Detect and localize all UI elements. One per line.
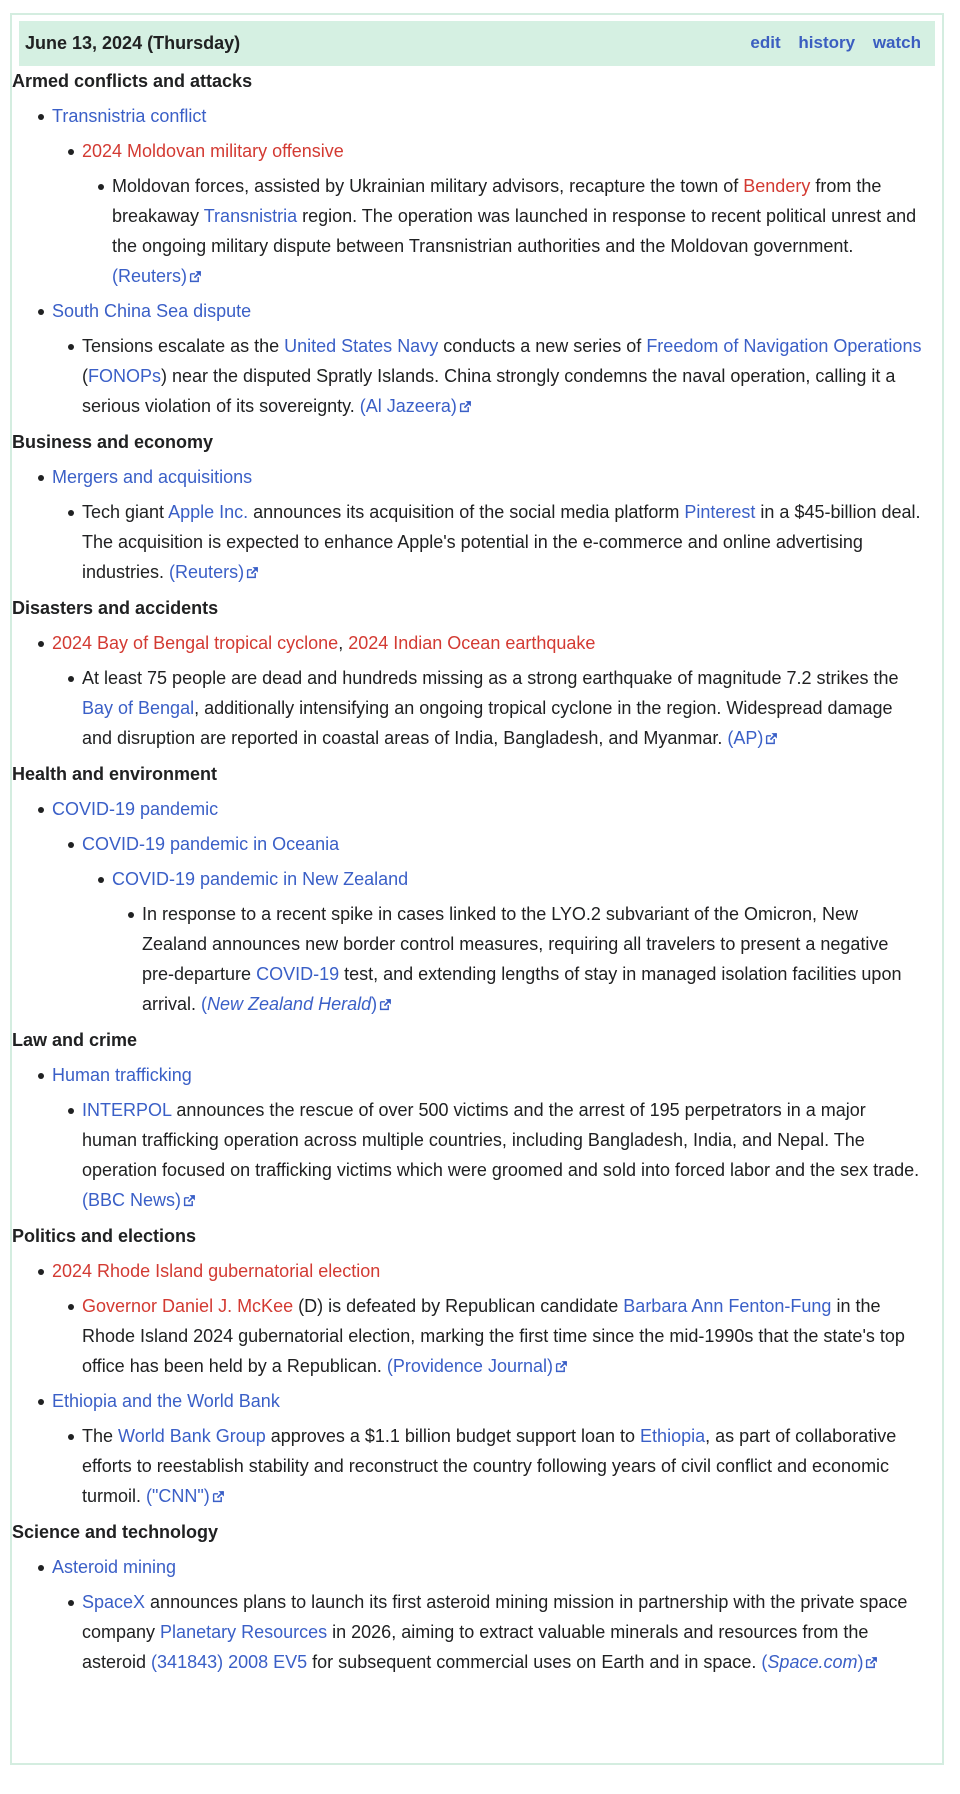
list-item	[12, 829, 922, 859]
source-link[interactable]	[360, 396, 472, 416]
news-text: announces its acquisition of the social media platform	[248, 502, 685, 522]
inline-link[interactable]: COVID-19	[256, 964, 340, 984]
news-text: region. The operation was launched in response to recent political unrest and the ongoing military dispute between Transnistrian authorities and the Moldovan government.	[112, 206, 917, 256]
source-link[interactable]	[201, 994, 392, 1014]
inline-link[interactable]: INTERPOL	[82, 1100, 172, 1120]
source-label: (Reuters)	[169, 562, 245, 582]
news-text: , additionally intensifying an ongoing tropical cyclone in the region. Widespread damage and disruption are reported in coastal areas of India, Bangladesh, and Myanmar.	[82, 698, 893, 748]
topic-link[interactable]: COVID-19 pandemic	[52, 799, 219, 819]
external-link-icon	[765, 732, 778, 745]
watch-link[interactable]: watch	[872, 33, 921, 52]
news-text: Moldovan forces, assisted by Ukrainian military advisors, recapture the town of	[112, 176, 744, 196]
health-list	[12, 794, 922, 1019]
news-text: conducts a new series of	[438, 336, 647, 356]
source-label: (Providence Journal)	[386, 1356, 553, 1376]
external-link-icon	[183, 1194, 196, 1207]
news-item	[12, 331, 922, 421]
list-item	[12, 1060, 922, 1090]
inline-link[interactable]: SpaceX	[82, 1592, 146, 1612]
news-text: in the Rhode Island 2024 gubernatorial election, marking the first time since the mid-1990s that the state's top office has been held by a Republican.	[82, 1296, 905, 1376]
inline-link[interactable]: FONOPs	[88, 366, 162, 386]
topic-redlink[interactable]: 2024 Moldovan military offensive	[82, 141, 344, 161]
inline-link[interactable]: Apple Inc.	[168, 502, 249, 522]
news-text: In response to a recent spike in cases linked to the LYO.2 subvariant of the Omicron, New Zealand announces new border control measures, requiring all travelers to present a negative pre-departure	[142, 904, 889, 984]
external-link-icon	[189, 270, 202, 283]
external-link-icon	[379, 998, 392, 1011]
section-heading-politics: Politics and elections	[12, 1226, 197, 1246]
list-item	[12, 794, 922, 824]
disasters-list	[12, 628, 922, 753]
source-link[interactable]	[387, 1356, 568, 1376]
inline-link[interactable]: Planetary Resources	[160, 1622, 328, 1642]
list-item	[12, 1386, 922, 1416]
list-item	[12, 296, 922, 326]
topic-link[interactable]: COVID-19 pandemic in New Zealand	[112, 869, 409, 889]
section-heading-business: Business and economy	[12, 432, 214, 452]
external-link-icon	[246, 566, 259, 579]
source-link[interactable]	[82, 1190, 196, 1210]
news-item	[12, 1587, 922, 1677]
source-label: (BBC News)	[82, 1190, 182, 1210]
topic-link[interactable]: South China Sea dispute	[52, 301, 252, 321]
section-heading-disasters: Disasters and accidents	[12, 598, 219, 618]
topic-link[interactable]: Ethiopia and the World Bank	[52, 1391, 280, 1411]
news-text: test, and extending lengths of stay in managed isolation facilities upon arrival.	[142, 964, 902, 1014]
science-list	[12, 1552, 922, 1677]
inline-link[interactable]: (341843) 2008 EV5	[151, 1652, 308, 1672]
news-item	[12, 497, 922, 587]
separator: ,	[338, 633, 349, 653]
list-item	[12, 101, 922, 131]
news-text: , as part of collaborative efforts to reestablish stability and reconstruct the country following years of civil conflict and economic turmoil.	[82, 1426, 897, 1506]
inline-link[interactable]: World Bank Group	[118, 1426, 266, 1446]
source-link[interactable]	[761, 1652, 878, 1672]
day-content	[12, 60, 922, 1682]
inline-link[interactable]: Ethiopia	[640, 1426, 706, 1446]
day-actions	[737, 33, 921, 53]
topic-link[interactable]: Mergers and acquisitions	[52, 467, 253, 487]
history-link[interactable]: history	[798, 33, 856, 52]
topic-redlink[interactable]: 2024 Indian Ocean earthquake	[348, 633, 596, 653]
source-paren: (	[201, 994, 208, 1014]
news-text: in a $45-billion deal. The acquisition is expected to enhance Apple's potential in the e-commerce and online advertising industries.	[82, 502, 921, 582]
inline-redlink[interactable]: Governor Daniel J. McKee	[82, 1296, 294, 1316]
source-paren: )	[371, 994, 378, 1014]
news-item	[12, 1421, 922, 1511]
news-text: from the breakaway	[112, 176, 882, 226]
list-item	[12, 136, 922, 166]
topic-redlink[interactable]: 2024 Bay of Bengal tropical cyclone	[52, 633, 339, 653]
inline-link[interactable]: Bay of Bengal	[82, 698, 195, 718]
inline-link[interactable]: United States Navy	[284, 336, 439, 356]
news-text: The	[82, 1426, 119, 1446]
source-label: (Reuters)	[112, 266, 188, 286]
news-text: (D) is defeated by Republican candidate	[293, 1296, 624, 1316]
topic-link[interactable]: Human trafficking	[52, 1065, 192, 1085]
inline-link[interactable]: Pinterest	[684, 502, 756, 522]
external-link-icon	[459, 400, 472, 413]
news-text: in 2026, aiming to extract valuable minerals and resources from the asteroid	[82, 1622, 869, 1672]
external-link-icon	[865, 1656, 878, 1669]
law-list	[12, 1060, 922, 1215]
politics-list	[12, 1256, 922, 1511]
list-item	[12, 462, 922, 492]
external-link-icon	[212, 1490, 225, 1503]
source-label: Space.com	[767, 1652, 858, 1672]
inline-redlink[interactable]: Bendery	[743, 176, 811, 196]
source-label: New Zealand Herald	[207, 994, 372, 1014]
list-item	[12, 1552, 922, 1582]
inline-link[interactable]: Barbara Ann Fenton-Fung	[623, 1296, 832, 1316]
news-item	[12, 1095, 922, 1215]
list-item	[12, 1256, 922, 1286]
source-link[interactable]	[727, 728, 778, 748]
inline-link[interactable]: Transnistria	[203, 206, 298, 226]
source-label: (AP)	[727, 728, 764, 748]
section-heading-science: Science and technology	[12, 1522, 219, 1542]
edit-link[interactable]: edit	[750, 33, 781, 52]
section-heading-law: Law and crime	[12, 1030, 138, 1050]
list-item	[12, 864, 922, 894]
news-text: Tech giant	[82, 502, 169, 522]
news-text: announces plans to launch its first asteroid mining mission in partnership with the private space company	[82, 1592, 908, 1642]
news-text: At least 75 people are dead and hundreds missing as a strong earthquake of magnitude 7.2 strikes the	[82, 668, 899, 688]
business-list	[12, 462, 922, 587]
source-link[interactable]	[112, 266, 202, 286]
day-date-title: June 13, 2024 (Thursday)	[25, 33, 241, 53]
news-item	[12, 1291, 922, 1381]
news-item	[12, 899, 922, 1019]
topic-link[interactable]: Transnistria conflict	[52, 106, 207, 126]
list-item	[12, 628, 922, 658]
news-text: Tensions escalate as the	[82, 336, 285, 356]
inline-link[interactable]: Freedom of Navigation Operations	[646, 336, 922, 356]
source-label: ("CNN")	[146, 1486, 210, 1506]
news-text: announces the rescue of over 500 victims and the arrest of 195 perpetrators in a major human trafficking operation across multiple countries, including Bangladesh, India, and Nepal. The operation focused on trafficking victims which were groomed and sold into forced labor and the sex trade.	[82, 1100, 920, 1180]
source-link[interactable]	[146, 1486, 225, 1506]
news-text: ) near the disputed Spratly Islands. China strongly condemns the naval operation, calling it a serious violation of its sovereignty.	[82, 366, 896, 416]
source-paren: (	[761, 1652, 768, 1672]
source-link[interactable]	[169, 562, 259, 582]
news-item	[12, 663, 922, 753]
topic-link[interactable]: Asteroid mining	[52, 1557, 177, 1577]
news-text: approves a $1.1 billion budget support loan to	[265, 1426, 641, 1446]
source-label: (Al Jazeera)	[359, 396, 457, 416]
source-paren: )	[857, 1652, 864, 1672]
news-item	[12, 171, 922, 291]
topic-link[interactable]: COVID-19 pandemic in Oceania	[82, 834, 340, 854]
topic-redlink[interactable]: 2024 Rhode Island gubernatorial election	[52, 1261, 381, 1281]
armed-conflicts-list	[12, 101, 922, 421]
news-text: for subsequent commercial uses on Earth and in space.	[307, 1652, 762, 1672]
news-text: (	[82, 366, 88, 386]
section-heading-armed-conflicts: Armed conflicts and attacks	[12, 71, 253, 91]
section-heading-health: Health and environment	[12, 764, 218, 784]
external-link-icon	[555, 1360, 568, 1373]
